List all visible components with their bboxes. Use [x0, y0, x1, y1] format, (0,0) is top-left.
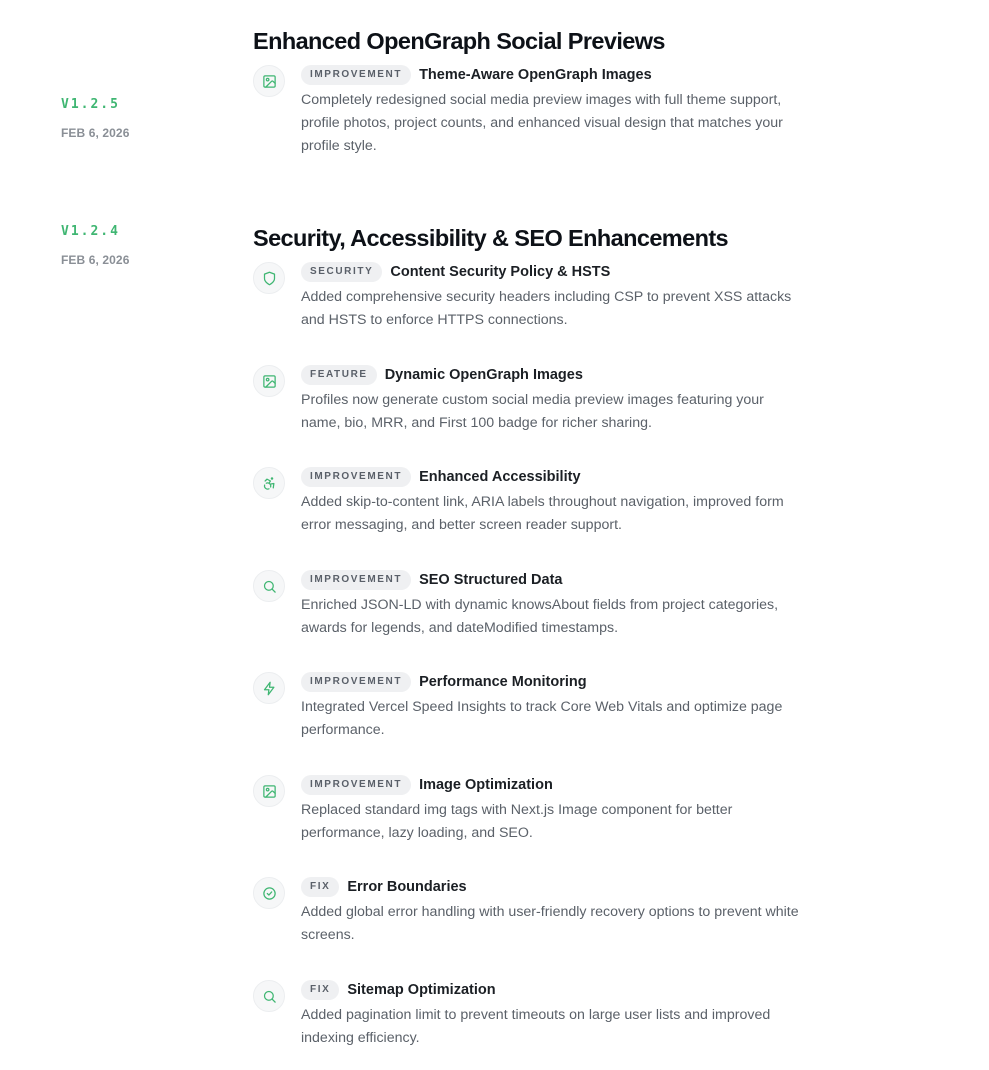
category-badge: FIX	[301, 877, 339, 897]
check-circle-icon	[253, 877, 285, 909]
image-icon	[253, 775, 285, 807]
entry-title: SEO Structured Data	[419, 572, 563, 588]
entry-description: Profiles now generate custom social media preview images featuring your name, bio, MRR, and First 100 badge for richer sharing.	[301, 392, 764, 431]
entry-title: Error Boundaries	[347, 879, 467, 895]
entry-description: Completely redesigned social media preview images with full theme support, profile photos, project counts, and enhanced visual design that matches your profile style.	[301, 92, 783, 154]
entry-title: Dynamic OpenGraph Images	[384, 367, 583, 383]
shield-icon	[253, 262, 285, 294]
entry-header	[301, 467, 581, 487]
accessibility-icon	[253, 467, 285, 499]
entry-header	[301, 980, 496, 1000]
entry-title: Image Optimization	[419, 777, 553, 793]
entry-header	[301, 65, 652, 85]
entry-description: Enriched JSON-LD with dynamic knowsAbout fields from project categories, awards for legends, and dateModified timestamps.	[301, 597, 779, 636]
entry-header	[301, 365, 583, 385]
entry-title: Sitemap Optimization	[347, 982, 496, 998]
category-badge: IMPROVEMENT	[301, 570, 411, 590]
category-badge: SECURITY	[301, 262, 382, 282]
image-icon	[253, 65, 285, 97]
category-badge: IMPROVEMENT	[301, 672, 411, 692]
release-title: Enhanced OpenGraph Social Previews	[253, 28, 665, 54]
category-badge: FEATURE	[301, 365, 377, 385]
entry-header	[301, 672, 587, 692]
search-icon	[253, 570, 285, 602]
zap-icon	[253, 672, 285, 704]
search-icon	[253, 980, 285, 1012]
entry-title: Enhanced Accessibility	[419, 469, 581, 485]
release-date: FEB 6, 2026	[61, 253, 130, 267]
category-badge: IMPROVEMENT	[301, 775, 411, 795]
entry-description: Added pagination limit to prevent timeouts on large user lists and improved indexing efficiency.	[301, 1007, 771, 1046]
entry-title: Theme-Aware OpenGraph Images	[419, 67, 652, 83]
entry-description: Added skip-to-content link, ARIA labels throughout navigation, improved form error messaging, and better screen reader support.	[301, 494, 784, 533]
entry-description: Replaced standard img tags with Next.js Image component for better performance, lazy loading, and SEO.	[301, 802, 733, 841]
release-version: V1.2.5	[61, 97, 120, 112]
category-badge: IMPROVEMENT	[301, 467, 411, 487]
release-date: FEB 6, 2026	[61, 126, 130, 140]
image-icon	[253, 365, 285, 397]
entry-description: Integrated Vercel Speed Insights to track Core Web Vitals and optimize page performance.	[301, 699, 783, 738]
entry-description: Added comprehensive security headers including CSP to prevent XSS attacks and HSTS to enforce HTTPS connections.	[301, 289, 792, 328]
category-badge: IMPROVEMENT	[301, 65, 411, 85]
entry-header	[301, 775, 553, 795]
entry-description: Added global error handling with user-friendly recovery options to prevent white screens.	[301, 904, 799, 943]
release-title: Security, Accessibility & SEO Enhancements	[253, 225, 729, 251]
release-version: V1.2.4	[61, 224, 120, 239]
category-badge: FIX	[301, 980, 339, 1000]
entry-title: Performance Monitoring	[419, 674, 587, 690]
entry-header	[301, 877, 467, 897]
entry-header	[301, 262, 610, 282]
entry-header	[301, 570, 562, 590]
entry-title: Content Security Policy & HSTS	[390, 264, 611, 280]
